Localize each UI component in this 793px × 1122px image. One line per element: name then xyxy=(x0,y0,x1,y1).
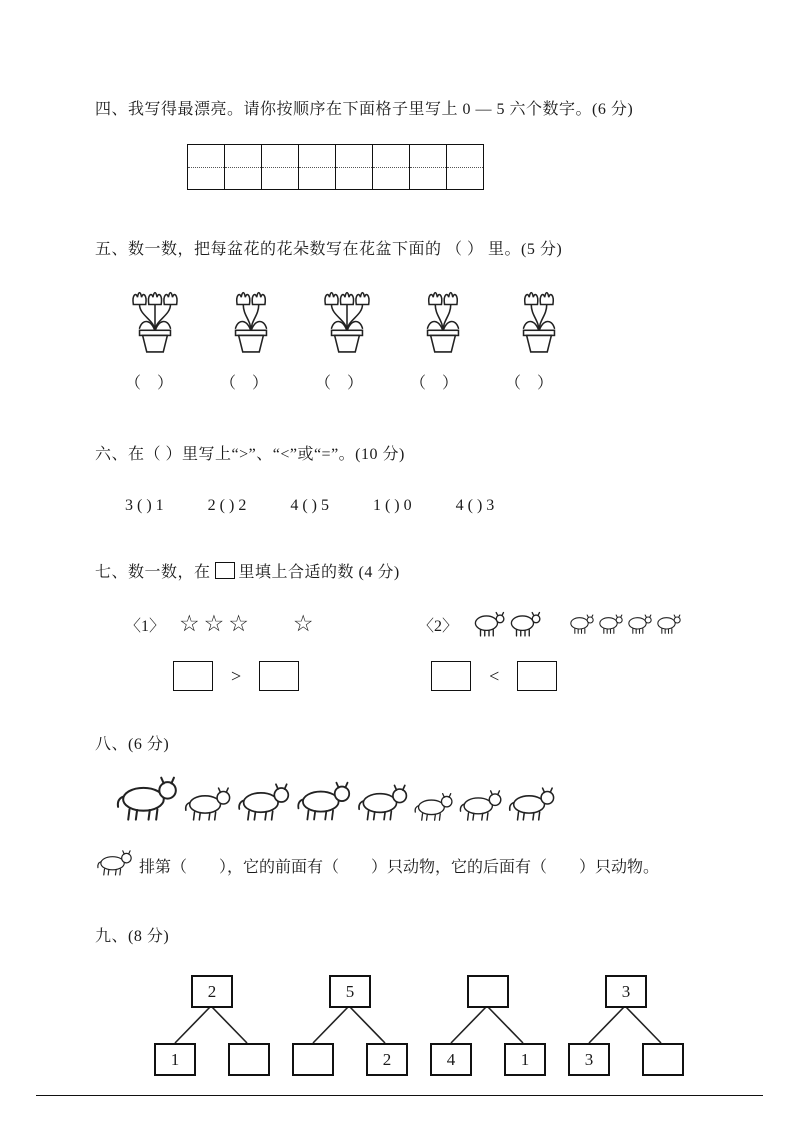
q7-group-1 xyxy=(125,611,418,637)
q6-items xyxy=(125,497,708,515)
bond-top-box[interactable]: 2 xyxy=(191,975,233,1008)
animal-dog xyxy=(95,849,133,876)
answer-box[interactable] xyxy=(517,661,557,691)
sheep-icon xyxy=(508,611,542,637)
animal-cow xyxy=(294,780,352,821)
q7-compare-1 xyxy=(173,661,299,691)
flower-pot xyxy=(411,288,475,354)
q5-blanks xyxy=(125,370,708,393)
flower-count-blank[interactable]: （ ） xyxy=(220,375,269,392)
animal-pig xyxy=(506,786,556,821)
animal-rabbit xyxy=(412,792,454,821)
comparison-item[interactable]: 2 ( ) 2 xyxy=(207,497,247,514)
section-q8 xyxy=(95,733,708,881)
sheep-group-b xyxy=(568,614,682,634)
q7-group-2 xyxy=(418,611,708,637)
animal-panda xyxy=(182,786,232,821)
writing-cell[interactable] xyxy=(225,145,262,189)
comparison-item[interactable]: 1 ( ) 0 xyxy=(372,497,412,514)
animal-horse xyxy=(235,782,291,821)
sheep-icon xyxy=(626,614,653,634)
writing-cell[interactable] xyxy=(336,145,373,189)
writing-cell[interactable] xyxy=(188,145,225,189)
q4-title: 四、我写得最漂亮。请你按顺序在下面格子里写上 0 — 5 六个数字。(6 分) xyxy=(95,101,634,118)
sheep-icon xyxy=(597,614,624,634)
q7-group2-label: 〈2〉 xyxy=(417,617,458,635)
flower-count-blank[interactable]: （ ） xyxy=(505,375,554,392)
flower-pot xyxy=(315,288,379,354)
sheep-icon xyxy=(655,614,682,634)
flower-count-blank[interactable]: （ ） xyxy=(315,375,364,392)
bond-left-box[interactable] xyxy=(292,1043,334,1076)
animal-cat xyxy=(457,789,503,821)
less-than-symbol: < xyxy=(489,665,500,686)
page-footer-line xyxy=(36,1095,763,1096)
flower-count-blank[interactable]: （ ） xyxy=(125,375,174,392)
bond-right-box[interactable]: 2 xyxy=(366,1043,408,1076)
q8-question-text: 排第（ ），它的前面有（ ）只动物，它的后面有（ ）只动物。 xyxy=(139,858,660,876)
answer-box[interactable] xyxy=(173,661,213,691)
star-group-b: ☆ xyxy=(292,611,318,637)
bond-left-box[interactable]: 1 xyxy=(154,1043,196,1076)
dog-icon xyxy=(95,849,133,881)
section-q6 xyxy=(95,443,708,515)
q7-compare-2 xyxy=(431,661,557,691)
answer-box[interactable] xyxy=(259,661,299,691)
q7-title-text-post: 里填上合适的数 (4 分) xyxy=(238,564,400,581)
q8-animals xyxy=(113,775,708,821)
flower-count-blank[interactable]: （ ） xyxy=(410,375,459,392)
flower-pot xyxy=(219,288,283,354)
comparison-item[interactable]: 4 ( ) 3 xyxy=(455,497,495,514)
number-bond xyxy=(426,975,548,1075)
bond-top-box[interactable]: 5 xyxy=(329,975,371,1008)
writing-cell[interactable] xyxy=(262,145,299,189)
writing-cell[interactable] xyxy=(410,145,447,189)
writing-cell[interactable] xyxy=(447,145,483,189)
bond-right-box[interactable] xyxy=(642,1043,684,1076)
star-group-a: ☆☆☆ xyxy=(179,611,253,637)
q8-question xyxy=(95,849,708,881)
bond-left-box[interactable]: 3 xyxy=(568,1043,610,1076)
q7-title-text-pre: 七、数一数，在 xyxy=(95,564,211,581)
inline-answer-box xyxy=(215,562,235,579)
sheep-icon xyxy=(472,611,506,637)
q4-writing-grid xyxy=(187,144,484,190)
q7-groups xyxy=(125,611,708,637)
comparison-item[interactable]: 3 ( ) 1 xyxy=(125,497,164,514)
bond-right-box[interactable] xyxy=(228,1043,270,1076)
q9-bonds xyxy=(150,975,708,1075)
q7-group1-label: 〈1〉 xyxy=(125,617,166,635)
q4-grid-wrap xyxy=(187,144,708,190)
sheep-group-a xyxy=(472,611,542,637)
q5-title: 五、数一数，把每盆花的花朵数写在花盆下面的 （ ） 里。(5 分) xyxy=(95,241,563,258)
q7-compare xyxy=(173,661,708,691)
greater-than-symbol: > xyxy=(231,665,242,686)
comparison-item[interactable]: 4 ( ) 5 xyxy=(290,497,329,514)
q7-title xyxy=(95,561,708,585)
writing-cell[interactable] xyxy=(299,145,336,189)
animal-dog xyxy=(355,783,409,821)
q6-title: 六、在（ ）里写上“>”、“<”或“=”。(10 分) xyxy=(95,446,405,463)
bond-right-box[interactable]: 1 xyxy=(504,1043,546,1076)
q5-pots xyxy=(123,288,708,354)
q8-title: 八、(6 分) xyxy=(95,736,170,753)
flower-pot xyxy=(123,288,187,354)
section-q5 xyxy=(95,238,708,393)
section-q4 xyxy=(95,98,708,190)
bond-top-box[interactable]: 3 xyxy=(605,975,647,1008)
bond-left-box[interactable]: 4 xyxy=(430,1043,472,1076)
number-bond xyxy=(288,975,410,1075)
number-bond xyxy=(564,975,686,1075)
answer-box[interactable] xyxy=(431,661,471,691)
flower-pot xyxy=(507,288,571,354)
section-q7 xyxy=(95,561,708,691)
section-q9 xyxy=(95,925,708,1075)
number-bond xyxy=(150,975,272,1075)
bond-top-box[interactable] xyxy=(467,975,509,1008)
sheep-icon xyxy=(568,614,595,634)
q9-title: 九、(8 分) xyxy=(95,928,170,945)
writing-cell[interactable] xyxy=(373,145,410,189)
animal-elephant xyxy=(113,775,179,821)
